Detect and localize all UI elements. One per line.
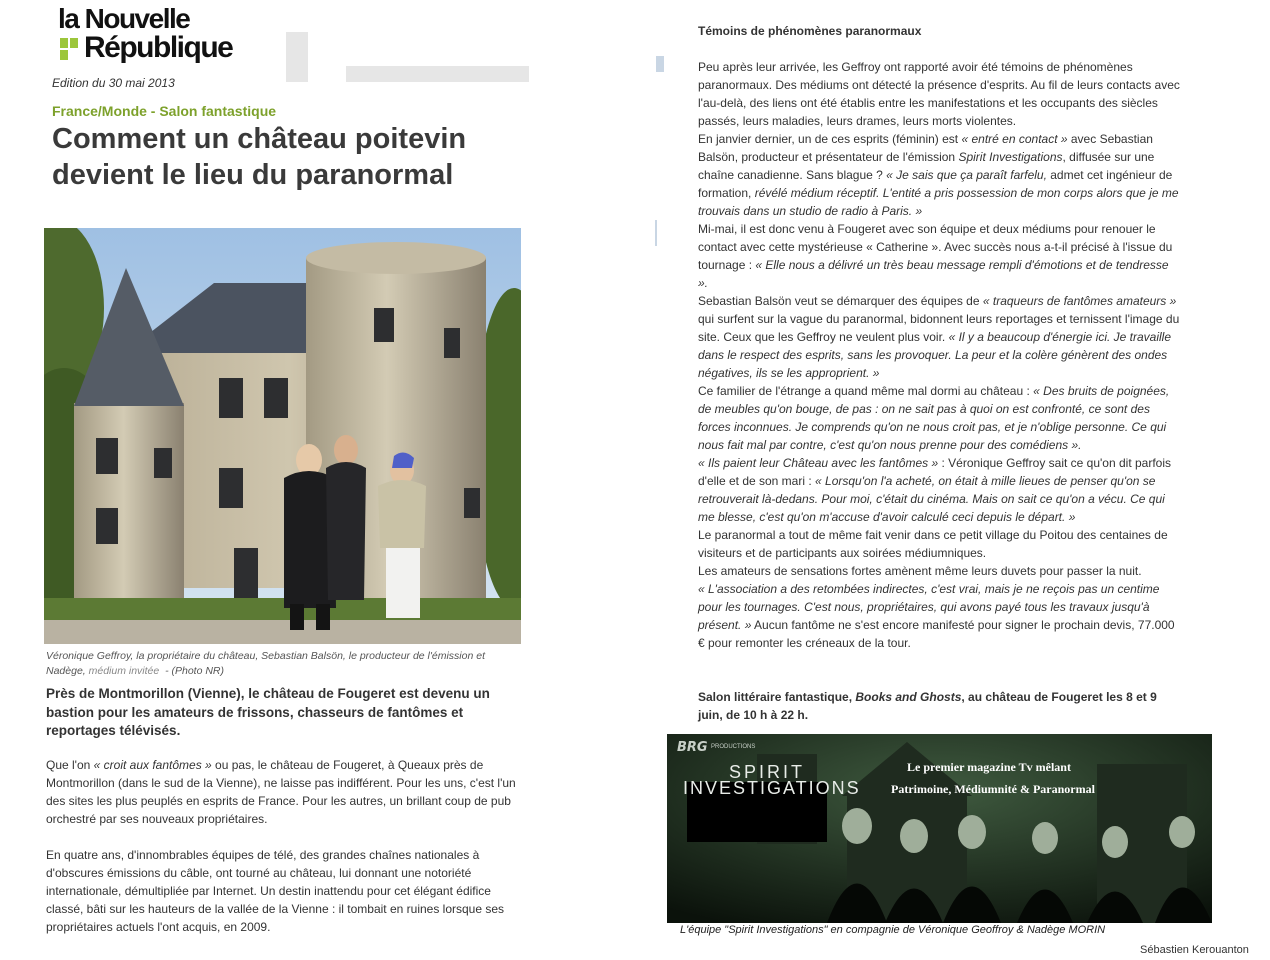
- p1-text-b: ou pas, le château de Fougeret, à Queaux près de Montmorillon (dans le sud de la Vienne), ne laisse pas indifférent. Pour les uns, c'est l'un des sites les plus peuplés en esprits de France. Pour les autres, un brillant coup de pub orchestré par ses nouveaux propriétaires.: [46, 758, 516, 826]
- right-paragraph: [698, 130, 1180, 220]
- logo-line-2: République: [84, 31, 233, 64]
- article-lead: Près de Montmorillon (Vienne), le château de Fougeret est devenu un bastion pour les amateurs de frissons, chasseurs de fantômes et reportages télévisés.: [46, 686, 490, 738]
- text-run: Mi-mai, il est donc venu à Fougeret avec son équipe et deux médiums pour renouer le contact avec cette mystérieuse « Catherine ». Avec succès nous a-t-il précisé à l'issue du tournage :: [698, 222, 1173, 272]
- right-paragraph: [698, 382, 1180, 454]
- text-run: , au château de Fougeret les 8 et 9 juin, de 10 h à 22 h.: [698, 690, 1157, 722]
- text-run: Salon littéraire fantastique,: [698, 690, 856, 704]
- scan-artifact: [655, 220, 657, 246]
- banner-caption: L'équipe "Spirit Investigations" en compagnie de Véronique Geoffroy & Nadège MORIN: [680, 924, 1106, 936]
- author-credit: Sébastien Kerouanton: [1140, 944, 1249, 956]
- masthead-bar: [346, 66, 529, 82]
- newspaper-logo: [58, 4, 268, 64]
- chateau-photo: [44, 228, 521, 644]
- scan-artifact: [656, 56, 664, 72]
- paragraph-2: En quatre ans, d'innombrables équipes de télé, des grandes chaînes nationales à d'obscures émissions du câble, ont tourné au château, lui donnant une notoriété internationale, démultipliée par Internet. Un destin inattendu pour cet élégant édifice classé, bâti sur les hauteurs de la vallée de la Vienne : il tombait en ruines lorsque ses propriétaires actuels l'ont acquis, en 2009.: [46, 848, 505, 934]
- show-title: Spirit Investigations: [958, 150, 1063, 164]
- right-paragraph: [698, 220, 1180, 292]
- right-body-text: [698, 58, 1180, 652]
- right-paragraph: Le paranormal a tout de même fait venir dans ce petit village du Poitou des centaines de visiteurs et de participants aux soirées médiumniques.: [698, 528, 1168, 560]
- p1-text-a: Que l'on: [46, 758, 94, 772]
- right-paragraph: [698, 580, 1180, 652]
- article-headline: Comment un château poitevin devient le lieu du paranormal: [52, 123, 467, 191]
- spirit-investigations-banner: [667, 734, 1212, 923]
- photo-caption: [46, 649, 524, 679]
- right-paragraph: [698, 454, 1180, 526]
- quote-run: « Elle nous a délivré un très beau message rempli d'émotions et de tendresse ».: [698, 258, 1169, 290]
- brg-productions: PRODUCTIONS: [711, 744, 756, 750]
- quote-run: « Des bruits de poignées, de meubles qu'on bouge, de pas : on ne sait pas à quoi on est confronté, ce sont des forces inconnues. Je comprends qu'on ne nous croit pas, et je n'oblige personne. Ce qui nous fait mal par contre, c'est qu'on nous prenne pour des comédiens ».: [698, 384, 1170, 452]
- quote-run: « Ils paient leur Château avec les fantômes »: [698, 456, 939, 470]
- caption-credit: - (Photo NR): [159, 665, 225, 677]
- caption-role: médium invitée: [88, 665, 160, 677]
- quote-run: « entré en contact »: [961, 132, 1068, 146]
- quote-run: « Il y a beaucoup d'énergie ici. Je travaille dans le respect des esprits, sans les provoquer. La peur et la colère génèrent des ondes négatives, ils se les approprient. »: [698, 330, 1172, 380]
- quote-run: « traqueurs de fantômes amateurs »: [982, 294, 1177, 308]
- banner-tagline-2: Patrimoine, Médiumnité & Paranormal: [891, 782, 1095, 796]
- text-run: avec Sebastian Balsön, producteur et présentateur de l'émission: [698, 132, 1153, 164]
- section-title: Témoins de phénomènes paranormaux: [698, 24, 922, 38]
- quote-run: « Je sais que ça paraît farfelu,: [886, 168, 1047, 182]
- logo-mark-icon: [60, 38, 78, 60]
- caption-main: Véronique Geffroy, la propriétaire du château, Sebastian Balsön, le producteur de l'émission et Nadège,: [46, 650, 485, 677]
- text-run: Aucun fantôme ne s'est encore manifesté pour signer le prochain devis, 77.000 € pour remonter les créneaux de la tour.: [698, 618, 1175, 650]
- banner-title-2: INVESTIGATIONS: [683, 778, 861, 798]
- text-run: admet cet ingénieur de formation,: [698, 168, 1173, 200]
- event-title: Books and Ghosts: [855, 690, 962, 704]
- chateau-illustration: [44, 228, 521, 644]
- text-run: , diffusée sur une chaîne canadienne. Sans blague ?: [698, 150, 1155, 182]
- right-paragraph: [698, 292, 1180, 382]
- quote-run: « L'association a des retombées indirectes, c'est vrai, mais je ne reçois pas un centime pour les tournages. C'est nous, propriétaires, qui avons payé tous les travaux jusqu'à présent. »: [698, 582, 1160, 632]
- article-kicker: France/Monde - Salon fantastique: [52, 103, 277, 119]
- quote-run: « Lorsqu'on l'a acheté, on était à mille lieues de penser qu'on se retrouverait là-dedans. Pour moi, c'était du cinéma. Mais on sait ce qu'on a vécu. Ce qui me blesse, c'est qu'on m'accuse d'avoir calculé ceci depuis le départ. »: [698, 474, 1165, 524]
- quote-run: révélé médium réceptif. L'entité a pris possession de mon corps alors que je me trouvais dans un studio de radio à Paris. »: [698, 186, 1179, 218]
- right-paragraph: Les amateurs de sensations fortes amènent même leurs duvets pour passer la nuit.: [698, 564, 1142, 578]
- banner-tagline-1: Le premier magazine Tv mêlant: [907, 760, 1071, 774]
- logo-line-1: la Nouvelle: [58, 3, 190, 34]
- text-run: : Véronique Geffroy sait ce qu'on dit parfois d'elle et de son mari :: [698, 456, 1172, 488]
- edition-date: Edition du 30 mai 2013: [52, 76, 175, 90]
- banner-title-1: SPIRIT: [729, 762, 806, 782]
- text-run: qui surfent sur la vague du paranormal, bidonnent leurs reportages et ternissent l'image du site. Ceux que les Geffroy ne veulent plus voir.: [698, 312, 1180, 344]
- text-run: Ce familier de l'étrange a quand même mal dormi au château :: [698, 384, 1034, 398]
- text-run: En janvier dernier, un de ces esprits (féminin) est: [698, 132, 962, 146]
- brg-logo: BRG: [677, 740, 708, 755]
- event-notice: [698, 688, 1168, 724]
- paragraph-1: [46, 756, 522, 828]
- right-paragraph: Peu après leur arrivée, les Geffroy ont rapporté avoir été témoins de phénomènes paranormaux. Des médiums ont détecté la présence d'esprits. Au fil de leurs contacts avec l'au-delà, des liens ont été établis entre les manifestations et les occupants des siècles passés, leurs maladies, leurs drames, leurs morts violentes.: [698, 60, 1180, 128]
- p1-quote: « croit aux fantômes »: [93, 758, 212, 772]
- masthead-shade: [286, 32, 308, 82]
- text-run: Sebastian Balsön veut se démarquer des équipes de: [698, 294, 983, 308]
